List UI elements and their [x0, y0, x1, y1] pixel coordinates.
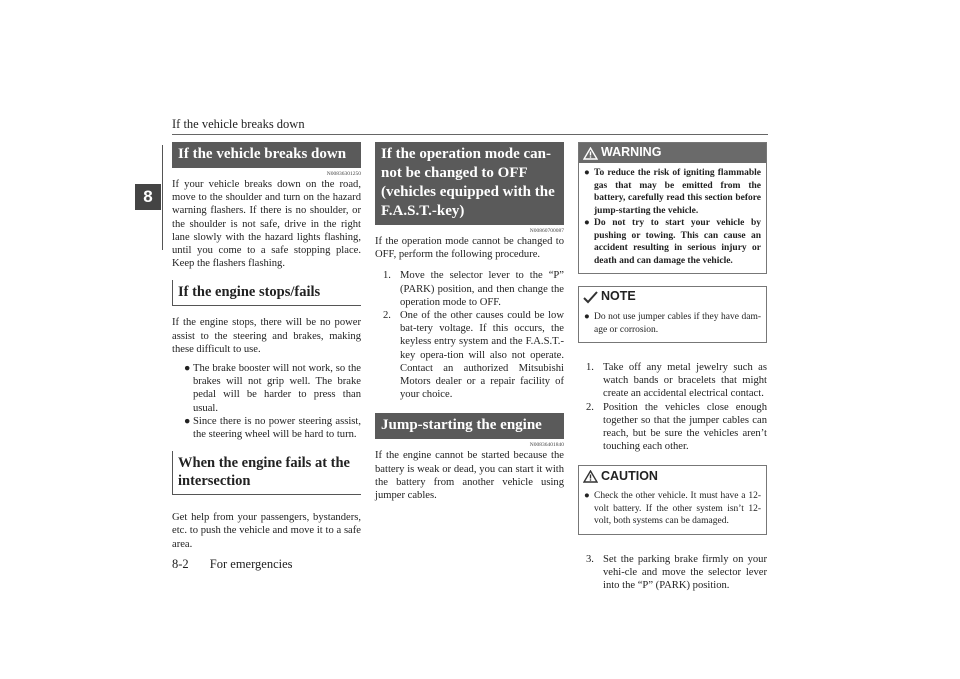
bullet-icon: ● [184, 363, 191, 375]
caution-box [578, 465, 767, 535]
list-item: 2. Position the vehicles close enough together so that the jumper cables can reach, but be sure the vehicles aren’t touching each other. [586, 401, 767, 453]
note-header: NOTE [579, 287, 766, 307]
heading-vehicle-breaks-down: If the vehicle breaks down [172, 142, 361, 168]
list-item: ● The brake booster will not work, so the brakes will not grip well. The brake pedal will be harder to press than usual. [172, 362, 361, 415]
header-rule [172, 134, 768, 135]
warning-triangle-icon [583, 147, 598, 160]
doc-code: N00860700087 [529, 228, 564, 234]
bullet-icon: ● [584, 491, 590, 502]
bullet-icon: ● [584, 312, 590, 322]
paragraph: If the operation mode cannot be changed to OFF, perform the following procedure. [375, 236, 564, 261]
page-number: 8-2 [172, 557, 189, 571]
footer-section: For emergencies [209, 557, 293, 571]
chapter-tab-line [162, 145, 163, 250]
list-item: 2. One of the other causes could be low bat-tery voltage. If this occurs, the keyless entry system and the F.A.S.T.-key opera-tion will also not operate. Contact an authorized Mitsubishi Motors dealer or a repair facility of your choice. [383, 310, 564, 401]
note-check-icon [583, 291, 598, 304]
paragraph: If the engine stops, there will be no power assist to the steering and brakes, making these difficult to use. [172, 317, 361, 355]
heading-jump-starting: Jump-starting the engine [375, 413, 564, 439]
column-2 [375, 142, 564, 502]
paragraph: Get help from your passengers, bystanders, etc. to push the vehicle and move it to a safe area. [172, 512, 361, 550]
bullet-icon: ● [184, 415, 191, 427]
doc-code: N00836401840 [529, 442, 564, 449]
note-box [578, 286, 767, 343]
running-header: If the vehicle breaks down [172, 117, 305, 131]
page-footer [172, 557, 311, 572]
column-1 [172, 142, 361, 551]
list-item: ● Check the other vehicle. It must have a 12-volt battery. If the other system isn’t 12-volt, both systems can be damaged. [584, 491, 761, 527]
list-item: 1. Take off any metal jewelry such as watch bands or bracelets that might create an accidental electrical contact. [586, 362, 767, 400]
column-3 [578, 142, 767, 593]
caution-triangle-icon [583, 470, 598, 483]
paragraph: If the engine cannot be started because the battery is weak or dead, you can start it with the battery from another vehicle using jumper cables. [375, 450, 564, 502]
list-item: ● Do not try to start your vehicle by pushing or towing. This can cause an accident resulting in serious injury or death and can damage the vehicle. [584, 218, 761, 266]
heading-operation-mode: If the operation mode can-not be changed to OFF (vehicles equipped with the F.A.S.T.-key) [375, 142, 564, 225]
bullet-icon: ● [584, 218, 590, 228]
doc-code: N00836301250 [326, 171, 361, 177]
list-item: ● Since there is no power steering assist, the steering wheel will be hard to turn. [172, 415, 361, 441]
heading-engine-stops: If the engine stops/fails [172, 280, 361, 306]
paragraph: If your vehicle breaks down on the road, move to the shoulder and turn on the hazard warning flashers. If there is no shoulder, or the shoulder is not safe, drive in the right lane slowly with the hazard lights flashing, until you come to a safe stopping place. Keep the flashers flashing. [172, 179, 361, 270]
heading-engine-fails-intersection: When the engine fails at the intersection [172, 451, 361, 495]
list-item: 1. Move the selector lever to the “P” (PARK) position, and then change the operation mode to OFF. [383, 270, 564, 308]
list-item: ● Do not use jumper cables if they have dam-age or corrosion. [584, 312, 761, 335]
bullet-icon: ● [584, 168, 590, 178]
chapter-tab: 8 [135, 184, 161, 210]
list-item: ● To reduce the risk of igniting flammable gas that may be emitted from the battery, carefully read this section before jump-starting the vehicle. [584, 168, 761, 216]
list-item: 3. Set the parking brake firmly on your vehi-cle and move the selector lever into the “P” (PARK) position. [586, 553, 767, 592]
caution-header: CAUTION [579, 466, 766, 486]
warning-header: WARNING [579, 143, 766, 163]
warning-box [578, 142, 767, 274]
